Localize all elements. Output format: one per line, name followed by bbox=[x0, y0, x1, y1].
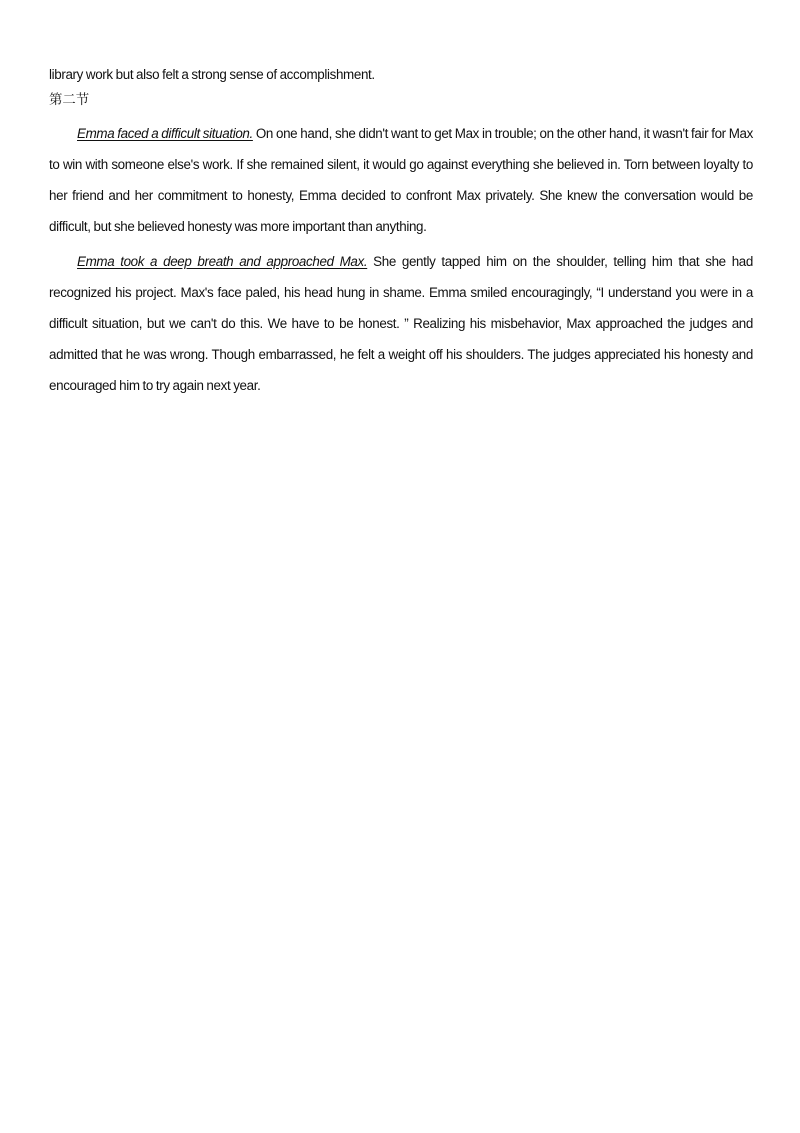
continued-line: library work but also felt a strong sense of accomplishment. bbox=[49, 67, 375, 82]
document-page bbox=[49, 62, 753, 405]
paragraph-2 bbox=[49, 246, 753, 401]
paragraph-1-body: On one hand, she didn't want to get Max in trouble; on the other hand, it wasn't fair for Max to win with someone else's work. If she remained silent, it would go against everything she believed in. Torn between loyalty to her friend and her commitment to honesty, Emma decided to confront Max privately. She knew the conversation would be difficult, but she believed honesty was more important than anything. bbox=[49, 126, 753, 234]
paragraph-1 bbox=[49, 118, 753, 242]
paragraph-2-body: She gently tapped him on the shoulder, telling him that she had recognized his project. Max's face paled, his head hung in shame. Emma smiled encouragingly, “I understand you were in a difficult situation, but we can't do this. We have to be honest. ” Realizing his misbehavior, Max approached the judges and admitted that he was wrong. Though embarrassed, he felt a weight off his shoulders. The judges appreciated his honesty and encouraged him to try again next year. bbox=[49, 254, 753, 393]
paragraph-1-opening-sentence: Emma faced a difficult situation. bbox=[77, 126, 253, 141]
paragraph-2-opening-sentence: Emma took a deep breath and approached Max. bbox=[77, 254, 368, 269]
section-heading: 第二节 bbox=[49, 93, 90, 108]
